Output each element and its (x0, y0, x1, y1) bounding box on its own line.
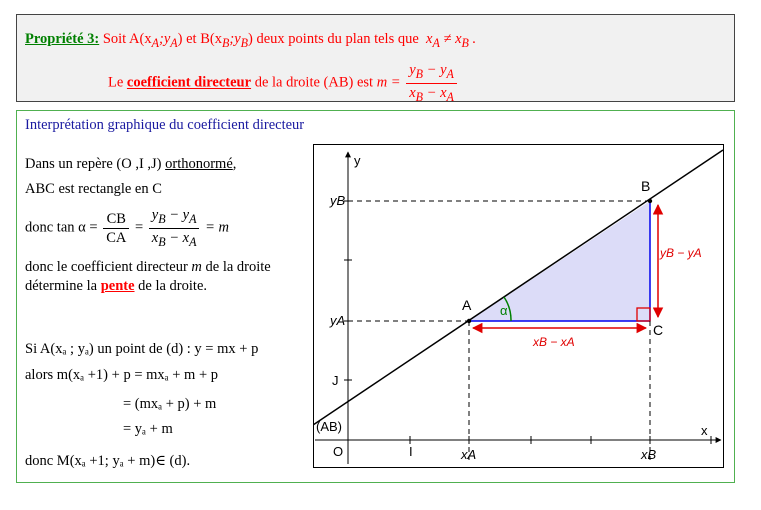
origin-label: O (333, 444, 344, 459)
text-line-frame: Dans un repère (O ,I ,J) orthonormé, (25, 156, 237, 172)
and-word: et (186, 31, 197, 47)
slope-definition: Le coefficient directeur de la droite (AB) est m = $\frac{y_B - y_A}{x_B - x_A}$ (108, 61, 459, 106)
tan-alpha-equation: donc tan α = $\frac{CB}{CA}$ = $\frac{y_B - y_A}{x_B - x_A}$ = m (25, 207, 229, 249)
point-a-def: $A(x_A;y_A)$ (129, 31, 183, 50)
line-ab-label: (AB) (316, 419, 342, 434)
slope-term: coefficient directeur (126, 74, 252, 91)
text-line-slope: donc le coefficient directeur m de la droite (25, 259, 271, 275)
m-equals: m = (376, 74, 401, 91)
j-label: J (332, 373, 339, 388)
text-line-pente: détermine la pente de la droite. (25, 278, 208, 294)
i-label: I (409, 444, 413, 459)
point-b-label: B (641, 178, 651, 194)
text-line-right-triangle: ABC est rectangle en C (25, 181, 162, 197)
dy-label: yB − yA (660, 246, 702, 260)
text-line-alors: alors m(xₐ +1) + p = mxₐ + m + p (25, 367, 218, 383)
x-axis-label: x (701, 423, 708, 438)
text-line-point-on-line: Si A(xₐ ; yₐ) un point de (d) : y = mx + p (25, 341, 259, 357)
ya-tick-label: yA (330, 313, 346, 328)
yb-tick-label: yB (330, 193, 346, 208)
interpretation-title: Interprétation graphique du coefficient directeur (25, 117, 305, 133)
point-a-label: A (462, 297, 472, 313)
y-axis-label: y (354, 153, 361, 168)
xb-tick-label: xB (641, 447, 657, 462)
statement-intro: Soit (102, 31, 127, 47)
xa-tick-label: xA (461, 447, 477, 462)
point-b-def: $B(x_B;y_B)$ (200, 31, 253, 50)
slope-formula: $\frac{y_B - y_A}{x_B - x_A}$ (406, 61, 457, 106)
text-line-step2: = (mxₐ + p) + m (123, 396, 217, 412)
statement-tail: deux points du plan tels que (256, 31, 419, 47)
slope-graph (313, 144, 724, 468)
point-b-dot (648, 199, 652, 203)
text-line-step3: = yₐ + m (123, 421, 173, 437)
condition: $x_A \ne x_B$ . (426, 31, 477, 50)
property-heading: Propriété 3: (25, 31, 100, 47)
dx-label: xB − xA (533, 335, 575, 349)
alpha-label: α (500, 303, 508, 318)
property-statement (25, 31, 476, 51)
point-c-label: C (653, 322, 664, 338)
point-a-dot (467, 319, 471, 323)
text-line-conclusion: donc M(xₐ +1; yₐ + m)∈ (d). (25, 453, 191, 469)
property-box (16, 14, 735, 102)
